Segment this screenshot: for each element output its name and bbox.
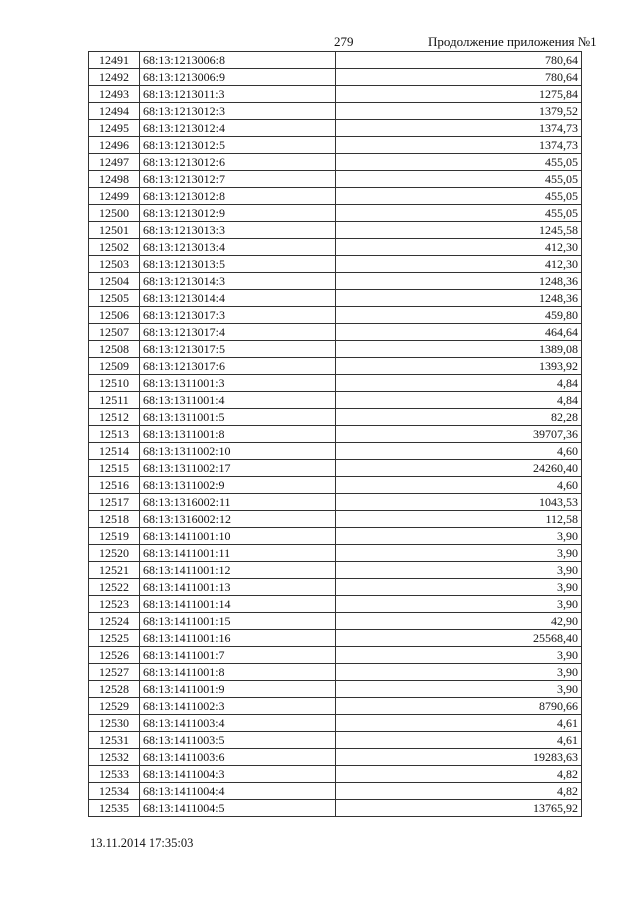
cadastral-value: 4,84: [336, 375, 582, 392]
row-number: 12516: [89, 477, 140, 494]
cadastral-number: 68:13:1311002:17: [140, 460, 336, 477]
cadastral-number: 68:13:1311002:9: [140, 477, 336, 494]
row-number: 12494: [89, 103, 140, 120]
cadastral-value: 25568,40: [336, 630, 582, 647]
cadastral-value: 1374,73: [336, 137, 582, 154]
table-row: [89, 749, 582, 766]
row-number: 12521: [89, 562, 140, 579]
table-row: [89, 596, 582, 613]
cadastral-number: 68:13:1316002:11: [140, 494, 336, 511]
row-number: 12520: [89, 545, 140, 562]
cadastral-number: 68:13:1213014:3: [140, 273, 336, 290]
cadastral-value: 3,90: [336, 664, 582, 681]
cadastral-number: 68:13:1311002:10: [140, 443, 336, 460]
cadastral-value: 4,60: [336, 477, 582, 494]
cadastral-number: 68:13:1411001:16: [140, 630, 336, 647]
table-row: [89, 800, 582, 817]
cadastral-value: 1389,08: [336, 341, 582, 358]
cadastral-number: 68:13:1311001:8: [140, 426, 336, 443]
row-number: 12501: [89, 222, 140, 239]
table-row: [89, 783, 582, 800]
table-row: [89, 613, 582, 630]
row-number: 12492: [89, 69, 140, 86]
cadastral-number: 68:13:1311001:5: [140, 409, 336, 426]
row-number: 12530: [89, 715, 140, 732]
cadastral-number: 68:13:1213006:8: [140, 52, 336, 69]
row-number: 12491: [89, 52, 140, 69]
row-number: 12507: [89, 324, 140, 341]
cadastral-value: 82,28: [336, 409, 582, 426]
table-row: [89, 120, 582, 137]
table-row: [89, 307, 582, 324]
row-number: 12523: [89, 596, 140, 613]
table-row: [89, 103, 582, 120]
cadastral-number: 68:13:1411002:3: [140, 698, 336, 715]
cadastral-value: 412,30: [336, 256, 582, 273]
row-number: 12517: [89, 494, 140, 511]
cadastral-value: 39707,36: [336, 426, 582, 443]
cadastral-value: 3,90: [336, 596, 582, 613]
cadastral-value: 1393,92: [336, 358, 582, 375]
row-number: 12506: [89, 307, 140, 324]
cadastral-value: 3,90: [336, 579, 582, 596]
continuation-note: Продолжение приложения №1: [428, 34, 597, 49]
cadastral-number: 68:13:1411001:12: [140, 562, 336, 579]
row-number: 12511: [89, 392, 140, 409]
page-number: 279: [334, 34, 354, 49]
table-row: [89, 698, 582, 715]
row-number: 12509: [89, 358, 140, 375]
cadastral-number: 68:13:1411001:11: [140, 545, 336, 562]
cadastral-number: 68:13:1411003:4: [140, 715, 336, 732]
cadastral-value: 455,05: [336, 188, 582, 205]
cadastral-number: 68:13:1311001:3: [140, 375, 336, 392]
table-row: [89, 732, 582, 749]
row-number: 12500: [89, 205, 140, 222]
row-number: 12533: [89, 766, 140, 783]
cadastral-number: 68:13:1213012:6: [140, 154, 336, 171]
cadastral-number: 68:13:1411001:13: [140, 579, 336, 596]
cadastral-value: 780,64: [336, 52, 582, 69]
cadastral-number: 68:13:1311001:4: [140, 392, 336, 409]
table-row: [89, 562, 582, 579]
cadastral-value: 4,61: [336, 732, 582, 749]
row-number: 12496: [89, 137, 140, 154]
cadastral-number: 68:13:1213011:3: [140, 86, 336, 103]
table-row: [89, 341, 582, 358]
print-timestamp: 13.11.2014 17:35:03: [90, 836, 194, 850]
cadastral-number: 68:13:1213017:5: [140, 341, 336, 358]
cadastral-value: 780,64: [336, 69, 582, 86]
cadastral-number: 68:13:1213012:7: [140, 171, 336, 188]
cadastral-value: 3,90: [336, 545, 582, 562]
cadastral-value: 1248,36: [336, 273, 582, 290]
cadastral-value: 4,60: [336, 443, 582, 460]
row-number: 12493: [89, 86, 140, 103]
cadastral-number: 68:13:1213006:9: [140, 69, 336, 86]
cadastral-value: 24260,40: [336, 460, 582, 477]
cadastral-value: 3,90: [336, 681, 582, 698]
row-number: 12515: [89, 460, 140, 477]
cadastral-value: 455,05: [336, 154, 582, 171]
cadastral-value: 112,58: [336, 511, 582, 528]
row-number: 12513: [89, 426, 140, 443]
cadastral-value: 3,90: [336, 562, 582, 579]
row-number: 12510: [89, 375, 140, 392]
table-row: [89, 545, 582, 562]
cadastral-value: 19283,63: [336, 749, 582, 766]
cadastral-number: 68:13:1411004:4: [140, 783, 336, 800]
cadastral-value-table: [88, 51, 582, 817]
table-body: [89, 52, 582, 817]
cadastral-value: 1379,52: [336, 103, 582, 120]
row-number: 12503: [89, 256, 140, 273]
row-number: 12514: [89, 443, 140, 460]
cadastral-value: 464,64: [336, 324, 582, 341]
table-row: [89, 681, 582, 698]
row-number: 12497: [89, 154, 140, 171]
row-number: 12512: [89, 409, 140, 426]
row-number: 12527: [89, 664, 140, 681]
row-number: 12522: [89, 579, 140, 596]
cadastral-number: 68:13:1411003:5: [140, 732, 336, 749]
row-number: 12526: [89, 647, 140, 664]
cadastral-value: 4,82: [336, 783, 582, 800]
cadastral-value: 455,05: [336, 205, 582, 222]
table-row: [89, 460, 582, 477]
cadastral-value: 3,90: [336, 647, 582, 664]
table-row: [89, 494, 582, 511]
row-number: 12502: [89, 239, 140, 256]
cadastral-value: 1275,84: [336, 86, 582, 103]
table-row: [89, 579, 582, 596]
cadastral-value: 8790,66: [336, 698, 582, 715]
table-row: [89, 324, 582, 341]
table-row: [89, 647, 582, 664]
table-row: [89, 137, 582, 154]
row-number: 12508: [89, 341, 140, 358]
row-number: 12518: [89, 511, 140, 528]
table-row: [89, 392, 582, 409]
cadastral-number: 68:13:1411001:10: [140, 528, 336, 545]
table-row: [89, 766, 582, 783]
cadastral-number: 68:13:1213017:3: [140, 307, 336, 324]
row-number: 12495: [89, 120, 140, 137]
table-row: [89, 528, 582, 545]
cadastral-value: 4,82: [336, 766, 582, 783]
table-row: [89, 239, 582, 256]
row-number: 12534: [89, 783, 140, 800]
table-row: [89, 171, 582, 188]
cadastral-number: 68:13:1411001:9: [140, 681, 336, 698]
cadastral-value: 1248,36: [336, 290, 582, 307]
table-row: [89, 86, 582, 103]
cadastral-number: 68:13:1213012:9: [140, 205, 336, 222]
cadastral-number: 68:13:1213012:3: [140, 103, 336, 120]
table-row: [89, 69, 582, 86]
cadastral-number: 68:13:1213017:6: [140, 358, 336, 375]
table-row: [89, 256, 582, 273]
cadastral-number: 68:13:1213012:5: [140, 137, 336, 154]
table-row: [89, 358, 582, 375]
cadastral-value: 1374,73: [336, 120, 582, 137]
table-row: [89, 375, 582, 392]
table-row: [89, 205, 582, 222]
cadastral-value: 13765,92: [336, 800, 582, 817]
cadastral-number: 68:13:1213017:4: [140, 324, 336, 341]
row-number: 12528: [89, 681, 140, 698]
cadastral-value: 4,61: [336, 715, 582, 732]
table-row: [89, 511, 582, 528]
cadastral-number: 68:13:1213012:8: [140, 188, 336, 205]
row-number: 12504: [89, 273, 140, 290]
cadastral-number: 68:13:1411004:5: [140, 800, 336, 817]
row-number: 12532: [89, 749, 140, 766]
cadastral-value: 42,90: [336, 613, 582, 630]
row-number: 12529: [89, 698, 140, 715]
cadastral-value: 1245,58: [336, 222, 582, 239]
table-row: [89, 409, 582, 426]
table-row: [89, 273, 582, 290]
row-number: 12519: [89, 528, 140, 545]
cadastral-value: 412,30: [336, 239, 582, 256]
row-number: 12498: [89, 171, 140, 188]
cadastral-value: 455,05: [336, 171, 582, 188]
table-row: [89, 443, 582, 460]
cadastral-number: 68:13:1411001:8: [140, 664, 336, 681]
cadastral-number: 68:13:1411004:3: [140, 766, 336, 783]
cadastral-number: 68:13:1213013:5: [140, 256, 336, 273]
cadastral-value: 3,90: [336, 528, 582, 545]
cadastral-value: 1043,53: [336, 494, 582, 511]
cadastral-number: 68:13:1213012:4: [140, 120, 336, 137]
row-number: 12531: [89, 732, 140, 749]
cadastral-value: 4,84: [336, 392, 582, 409]
cadastral-number: 68:13:1213013:3: [140, 222, 336, 239]
table-row: [89, 664, 582, 681]
row-number: 12499: [89, 188, 140, 205]
row-number: 12505: [89, 290, 140, 307]
cadastral-number: 68:13:1213013:4: [140, 239, 336, 256]
row-number: 12535: [89, 800, 140, 817]
cadastral-number: 68:13:1411003:6: [140, 749, 336, 766]
row-number: 12524: [89, 613, 140, 630]
table-row: [89, 290, 582, 307]
table-row: [89, 222, 582, 239]
table-row: [89, 477, 582, 494]
table-row: [89, 715, 582, 732]
cadastral-number: 68:13:1213014:4: [140, 290, 336, 307]
table-row: [89, 52, 582, 69]
cadastral-number: 68:13:1316002:12: [140, 511, 336, 528]
table-row: [89, 630, 582, 647]
table-row: [89, 154, 582, 171]
cadastral-value: 459,80: [336, 307, 582, 324]
table-row: [89, 188, 582, 205]
row-number: 12525: [89, 630, 140, 647]
cadastral-number: 68:13:1411001:14: [140, 596, 336, 613]
cadastral-number: 68:13:1411001:15: [140, 613, 336, 630]
cadastral-number: 68:13:1411001:7: [140, 647, 336, 664]
table-row: [89, 426, 582, 443]
